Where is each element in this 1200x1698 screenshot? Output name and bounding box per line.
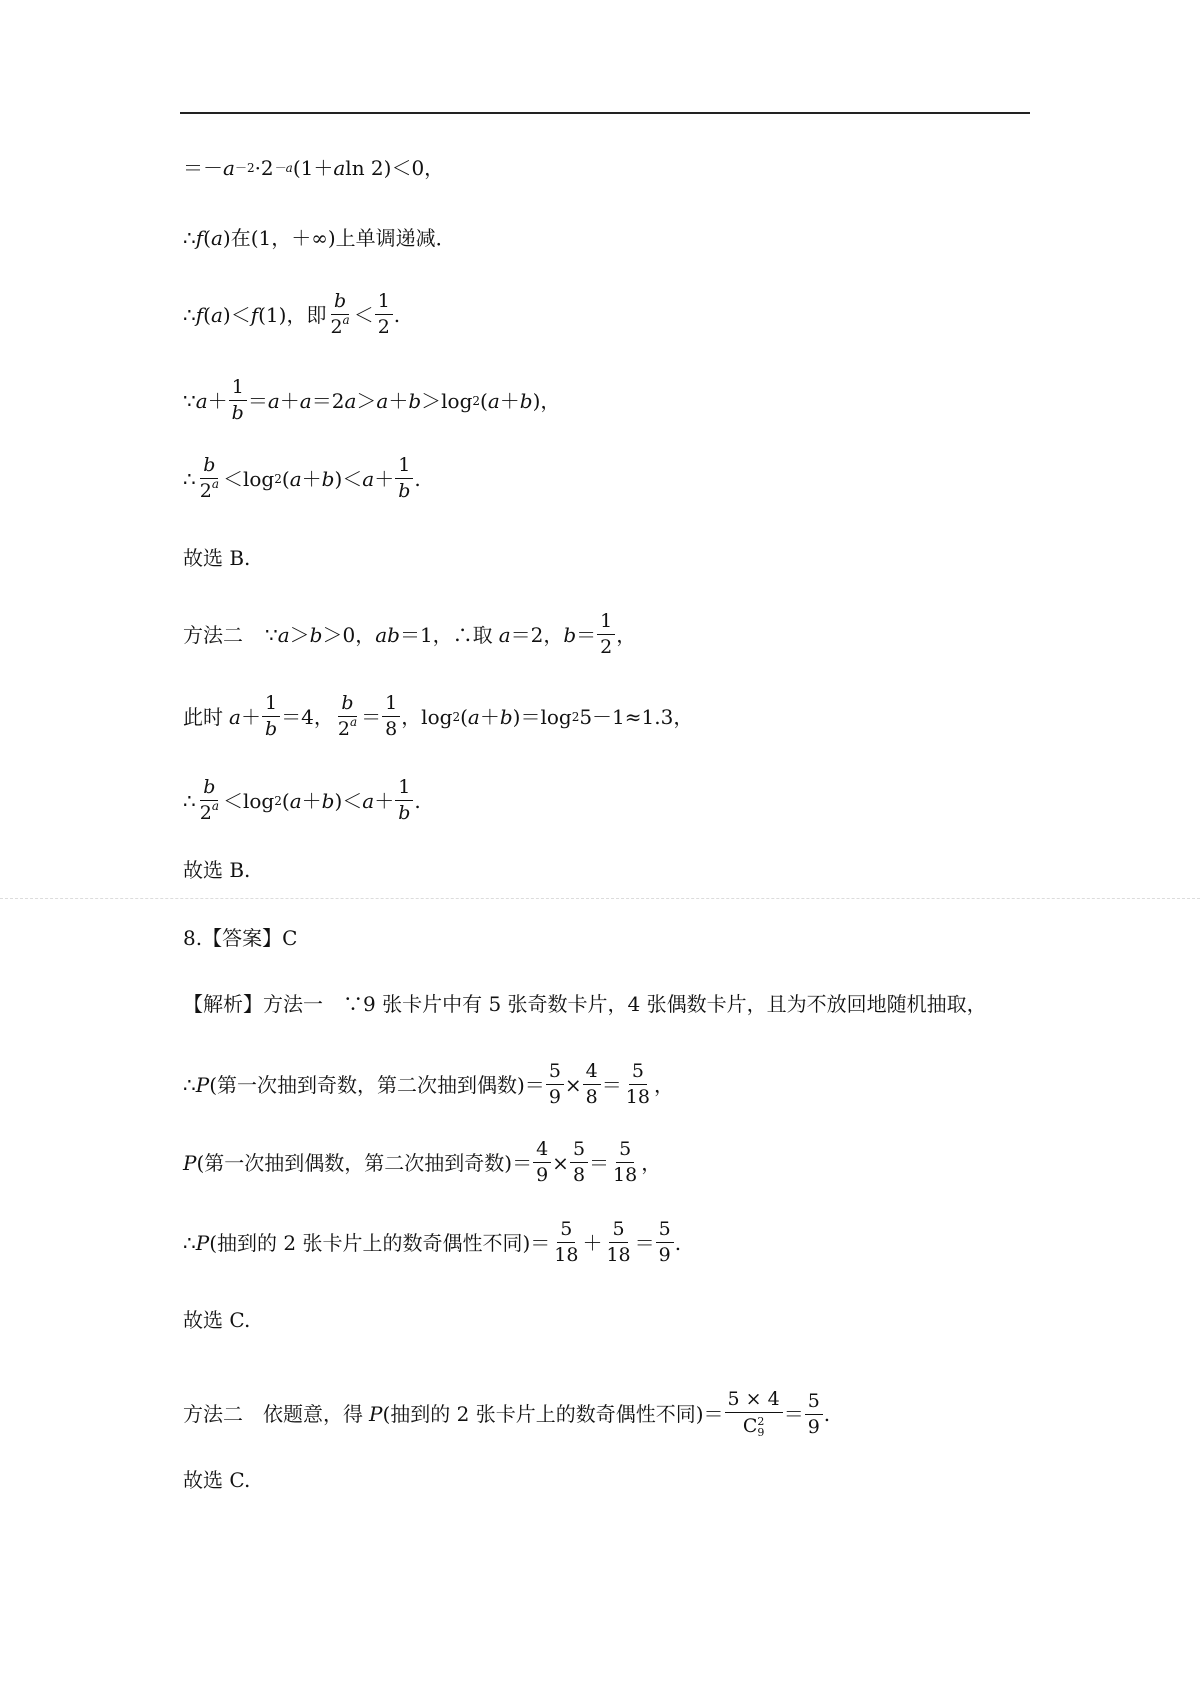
numerator: 5 bbox=[656, 1220, 674, 1243]
fraction bbox=[597, 612, 615, 657]
var: f bbox=[195, 226, 204, 250]
prob-line-even-odd bbox=[183, 1140, 661, 1185]
text: ＜log bbox=[222, 466, 275, 491]
denominator: 18 bbox=[606, 1244, 631, 1266]
text: ＝ bbox=[634, 1230, 655, 1255]
text: )＝log bbox=[512, 704, 572, 729]
fraction bbox=[197, 456, 222, 501]
text: ( bbox=[281, 788, 290, 813]
text: ＞ bbox=[356, 388, 377, 413]
text: ∴ bbox=[183, 1072, 196, 1097]
exponent: a bbox=[211, 799, 219, 813]
text: . bbox=[823, 1402, 831, 1426]
denominator: 8 bbox=[385, 718, 398, 740]
denominator: 18 bbox=[613, 1164, 638, 1186]
exponent: a bbox=[211, 477, 219, 491]
fraction bbox=[603, 1220, 633, 1265]
analysis-intro: 【解析】方法一 ∵9 张卡片中有 5 张奇数卡片，4 张偶数卡片，且为不放回地随机抽取， bbox=[183, 992, 987, 1016]
text: ＝ bbox=[783, 1402, 804, 1426]
text: ＋ bbox=[479, 704, 500, 729]
answer-line-c-1: 故选 C. bbox=[183, 1308, 251, 1332]
denominator: 9 bbox=[536, 1164, 549, 1186]
denominator: 2 bbox=[600, 636, 613, 658]
denominator: b bbox=[398, 802, 411, 824]
prob-line-odd-even bbox=[183, 1062, 674, 1107]
text: )＜ bbox=[334, 466, 363, 491]
answer-line-b-1: 故选 B. bbox=[183, 546, 251, 570]
numerator: 5 bbox=[546, 1062, 564, 1085]
var: P bbox=[195, 1072, 210, 1097]
method-two-combination bbox=[183, 1390, 830, 1438]
denominator: b bbox=[264, 718, 278, 740]
eq-line-conclusion-1: ∴ $\frac{b}{2^a}$ ＜log 2 ( a ＋ b )＜ a ＋ $\frac{1}{b}$ . bbox=[183, 454, 421, 502]
text: ∵ bbox=[183, 388, 196, 413]
var: P bbox=[195, 1230, 210, 1255]
method-two-line bbox=[183, 612, 636, 657]
var: a bbox=[210, 226, 223, 250]
numerator: 1 bbox=[395, 456, 413, 479]
fraction bbox=[551, 1220, 581, 1265]
eq-line-because: ∵ a ＋ $\frac{1}{b}$ ＝ a ＋ a ＝2 a ＞ a ＋ b ＞log 2 ( a ＋ b )， bbox=[183, 376, 561, 424]
denominator: 8 bbox=[585, 1086, 598, 1108]
text: ( bbox=[203, 226, 211, 250]
var: b bbox=[519, 388, 533, 413]
var: a bbox=[333, 156, 346, 180]
numerator: 5 bbox=[609, 1220, 627, 1243]
text: )， bbox=[532, 388, 561, 413]
var: a bbox=[229, 704, 241, 729]
text: )＜ bbox=[222, 302, 251, 327]
fraction bbox=[583, 1062, 601, 1107]
var: P bbox=[183, 1150, 197, 1175]
text: ＞log bbox=[421, 388, 473, 413]
denominator: 9 bbox=[548, 1086, 561, 1108]
fraction bbox=[229, 378, 247, 423]
text: ＝ bbox=[589, 1150, 610, 1175]
fraction bbox=[725, 1390, 783, 1438]
fraction bbox=[533, 1140, 551, 1185]
text: ＋ bbox=[374, 466, 395, 491]
text: ( bbox=[203, 302, 211, 327]
text: × bbox=[564, 1072, 582, 1097]
fraction bbox=[382, 694, 400, 739]
numerator: 1 bbox=[262, 694, 280, 717]
denominator: 2 bbox=[377, 316, 390, 338]
text: 此时 bbox=[183, 704, 223, 729]
fraction bbox=[656, 1220, 674, 1265]
var: b bbox=[321, 466, 335, 491]
numerator: 5 bbox=[629, 1062, 647, 1085]
text: ＝2 bbox=[311, 388, 345, 413]
text: ln 2)＜0， bbox=[345, 156, 445, 180]
text: ＝ bbox=[601, 1072, 622, 1097]
question-separator bbox=[0, 898, 1200, 899]
text: ＝2， bbox=[510, 622, 564, 647]
fraction bbox=[335, 694, 360, 739]
text: ＝ bbox=[361, 704, 382, 729]
text: ＜ bbox=[353, 302, 374, 327]
prob-line-sum bbox=[183, 1220, 681, 1265]
var: a bbox=[210, 302, 223, 327]
numerator: 1 bbox=[395, 778, 413, 801]
numerator: 1 bbox=[229, 378, 247, 401]
denominator: b bbox=[398, 480, 411, 502]
fraction bbox=[395, 778, 413, 823]
numerator: 1 bbox=[597, 612, 615, 635]
var: a bbox=[289, 466, 302, 491]
numerator: 5 bbox=[570, 1140, 588, 1163]
var: a bbox=[344, 388, 357, 413]
text: ＋ bbox=[240, 704, 261, 729]
var: a bbox=[362, 788, 375, 813]
text: (1)，即 bbox=[258, 302, 327, 327]
denominator: 2 bbox=[330, 316, 343, 338]
text: ∴ bbox=[183, 466, 196, 491]
var: a bbox=[362, 466, 375, 491]
numerator: 4 bbox=[533, 1140, 551, 1163]
answer-heading-8: 8.【答案】C bbox=[183, 926, 298, 950]
text: 5－1≈1.3， bbox=[579, 704, 694, 729]
numerator: 4 bbox=[583, 1062, 601, 1085]
numerator: 1 bbox=[375, 292, 393, 315]
answer-line-b-2: 故选 B. bbox=[183, 858, 251, 882]
fraction bbox=[610, 1140, 640, 1185]
text: ( bbox=[480, 388, 488, 413]
numerator: b bbox=[338, 694, 356, 717]
text: ＝1，∴取 bbox=[399, 622, 493, 647]
fraction bbox=[197, 778, 222, 823]
text: ， bbox=[641, 1150, 662, 1175]
text: . bbox=[414, 788, 421, 813]
denominator: C bbox=[742, 1415, 758, 1437]
text: 方法二 bbox=[183, 622, 243, 647]
text: ( bbox=[281, 466, 290, 491]
text: ＋ bbox=[582, 1230, 603, 1255]
text: ( bbox=[460, 704, 468, 729]
text: ＞ bbox=[289, 622, 310, 647]
denominator: 8 bbox=[572, 1164, 586, 1186]
text: . bbox=[414, 466, 421, 491]
header-rule bbox=[180, 112, 1030, 114]
var: b bbox=[309, 622, 323, 647]
fraction bbox=[395, 456, 413, 501]
text: (第一次抽到奇数，第二次抽到偶数)＝ bbox=[209, 1072, 545, 1097]
eq-line-f-less bbox=[183, 292, 400, 337]
var: b bbox=[408, 388, 422, 413]
text: ＝－ bbox=[183, 156, 223, 180]
var: b bbox=[563, 622, 577, 647]
text: ， bbox=[653, 1072, 674, 1097]
text: ， bbox=[616, 622, 637, 647]
var: b bbox=[499, 704, 513, 729]
fraction bbox=[546, 1062, 564, 1107]
text: × bbox=[552, 1150, 569, 1175]
var: ab bbox=[375, 622, 400, 647]
var: a bbox=[289, 788, 302, 813]
denominator: 2 bbox=[337, 718, 350, 740]
exponent: a bbox=[349, 715, 358, 729]
var: a bbox=[267, 388, 280, 413]
var: f bbox=[195, 302, 204, 327]
var: a bbox=[498, 622, 511, 647]
text: (第一次抽到偶数，第二次抽到奇数)＝ bbox=[196, 1150, 533, 1175]
var: b bbox=[321, 788, 335, 813]
numerator: b bbox=[200, 456, 218, 479]
text: ＝ bbox=[576, 622, 597, 647]
var: a bbox=[299, 388, 312, 413]
numerator: 5 × 4 bbox=[725, 1390, 783, 1413]
text: ∴ bbox=[183, 1230, 196, 1255]
var: f bbox=[250, 302, 259, 327]
eq-line-derivative: ＝－ a －2 ·2 －a (1＋ a ln 2)＜0， bbox=[183, 156, 445, 180]
numerator: b bbox=[331, 292, 349, 315]
numerator: 1 bbox=[382, 694, 400, 717]
text: ·2 bbox=[254, 156, 274, 180]
numerator: 5 bbox=[805, 1392, 823, 1415]
text: ＋ bbox=[301, 788, 322, 813]
text: ＋ bbox=[279, 388, 300, 413]
text: ＋ bbox=[388, 388, 409, 413]
numerator: 5 bbox=[557, 1220, 575, 1243]
denominator: 2 bbox=[199, 480, 212, 502]
text: ＋ bbox=[374, 788, 395, 813]
answer-line-c-2: 故选 C. bbox=[183, 1468, 251, 1492]
denominator: 18 bbox=[554, 1244, 579, 1266]
exponent: a bbox=[342, 313, 350, 327]
text: . bbox=[393, 302, 401, 327]
fraction bbox=[262, 694, 280, 739]
denominator: 9 bbox=[658, 1244, 671, 1266]
combination-bottom: 9 bbox=[757, 1426, 765, 1439]
text: ＞0， bbox=[322, 622, 376, 647]
method-two-values: 此时 a ＋ $\frac{1}{b}$ ＝4， $\frac{b}{2^a}$ ＝ $\frac{1}{8}$ ，log 2 ( a ＋ b )＝log 2 5－1≈1.3， bbox=[183, 692, 694, 740]
var: a bbox=[195, 388, 208, 413]
fraction bbox=[327, 292, 352, 337]
fraction bbox=[570, 1140, 588, 1185]
denominator: 9 bbox=[807, 1415, 820, 1438]
numerator: 5 bbox=[616, 1140, 634, 1163]
denominator: 2 bbox=[199, 802, 212, 824]
text: 方法二 依题意，得 bbox=[183, 1402, 363, 1426]
var: P bbox=[369, 1402, 383, 1426]
text: . bbox=[674, 1230, 682, 1255]
text: )＜ bbox=[334, 788, 363, 813]
fraction bbox=[805, 1389, 823, 1438]
text: )在(1，＋∞)上单调递减． bbox=[222, 226, 456, 250]
fraction bbox=[375, 292, 393, 337]
eq-line-conclusion-2: ∴ $\frac{b}{2^a}$ ＜log 2 ( a ＋ b )＜ a ＋ $\frac{1}{b}$ . bbox=[183, 776, 421, 824]
text: ，log bbox=[401, 704, 453, 729]
text: ＝ bbox=[247, 388, 268, 413]
var: a bbox=[487, 388, 500, 413]
eq-line-monotonic bbox=[183, 228, 456, 248]
text: (抽到的 2 张卡片上的数奇偶性不同)＝ bbox=[209, 1230, 551, 1255]
numerator: b bbox=[200, 778, 218, 801]
var: a bbox=[376, 388, 389, 413]
var: a bbox=[223, 156, 235, 180]
fraction bbox=[623, 1062, 653, 1107]
text: ＝4， bbox=[281, 704, 334, 729]
text: ＋ bbox=[499, 388, 520, 413]
text: (抽到的 2 张卡片上的数奇偶性不同)＝ bbox=[382, 1402, 724, 1426]
text: ＋ bbox=[301, 466, 322, 491]
text: ∴ bbox=[183, 788, 196, 813]
text: ∴ bbox=[183, 226, 196, 250]
var: a bbox=[467, 704, 480, 729]
text: (1＋ bbox=[292, 156, 334, 180]
denominator: b bbox=[231, 402, 244, 424]
text: ＋ bbox=[207, 388, 228, 413]
combination-top: 2 bbox=[757, 1415, 765, 1428]
text: ＜log bbox=[222, 788, 275, 813]
var: a bbox=[277, 622, 290, 647]
text: ∵ bbox=[265, 622, 278, 647]
text: ∴ bbox=[183, 302, 196, 327]
denominator: 18 bbox=[625, 1086, 650, 1108]
